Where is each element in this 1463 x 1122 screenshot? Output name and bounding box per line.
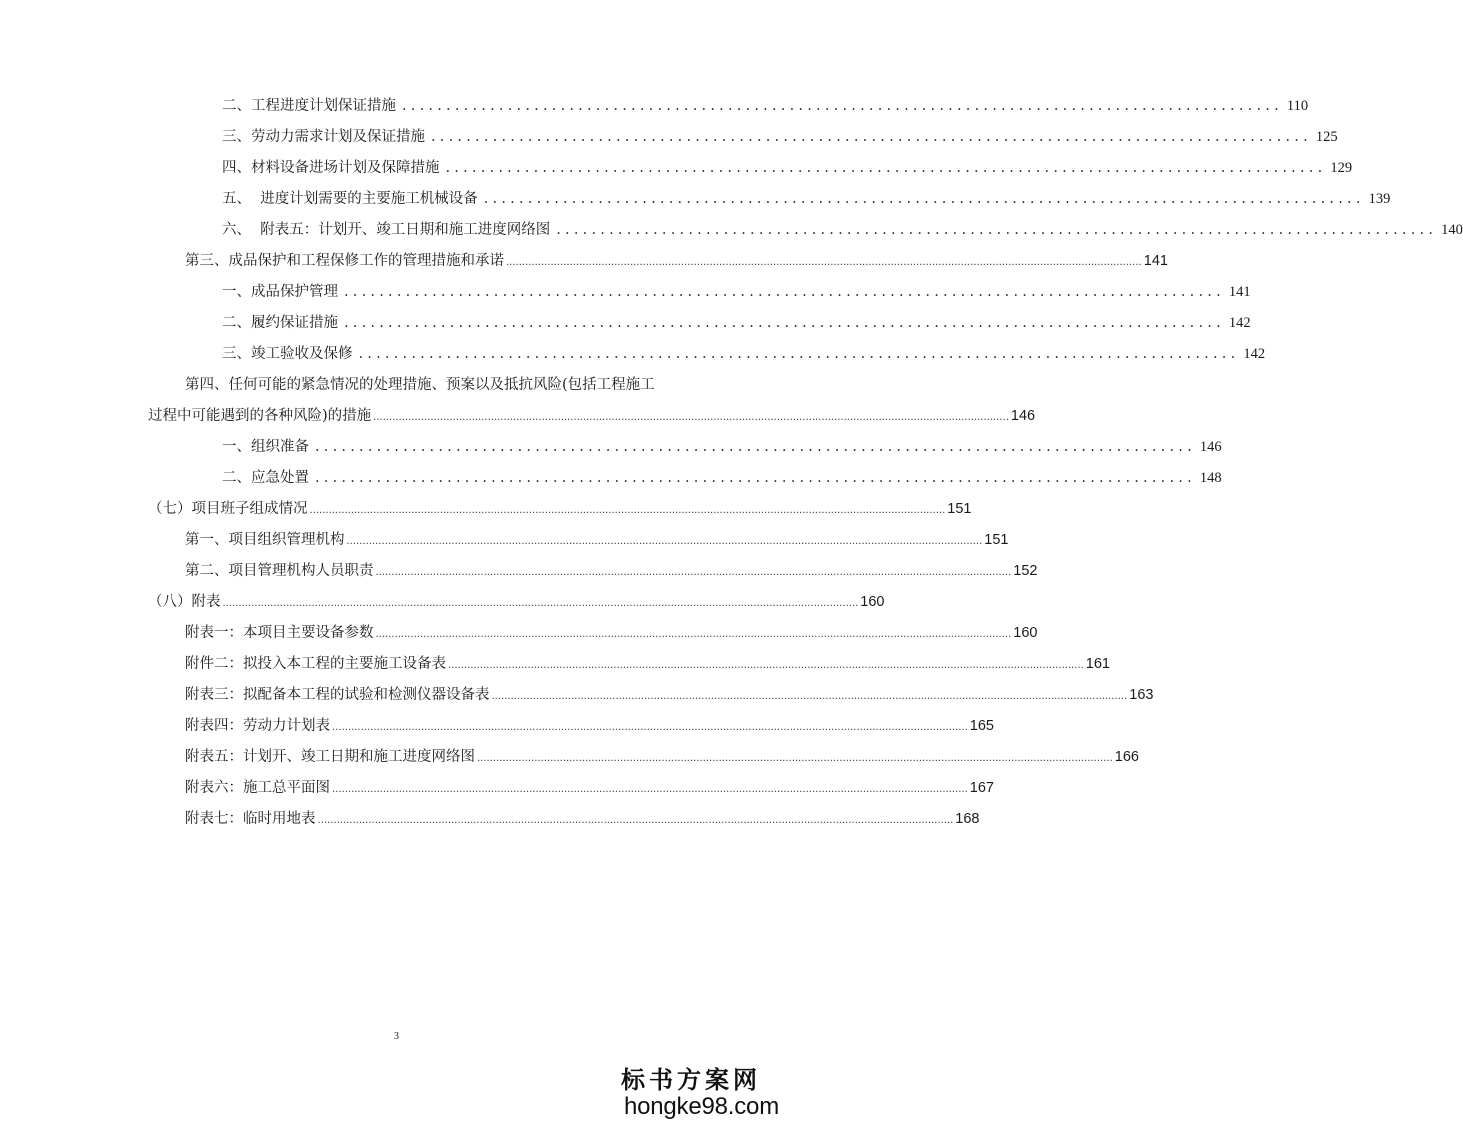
toc-entry[interactable] [222,189,1391,209]
toc-entry-page: 163 [1129,687,1154,703]
toc-leader-dots: ........................................................................................................................................................................................................ [317,815,954,826]
toc-leader-dots: ........................................................................................................................................................................................................ [346,536,983,547]
toc-entry-page: 167 [969,780,994,796]
toc-entry[interactable] [222,220,1463,240]
toc-leader-dots: ........................................................................................................................................................................................................ [332,722,968,733]
toc-leader-dots: ........................................................................................................................................................................................................ [448,660,1084,671]
toc-entry-label: 三、竣工验收及保修 [222,346,353,362]
toc-entry-label: 四、材料设备进场计划及保障措施 [222,160,440,176]
toc-leader-dots: .................................................................................................... [344,284,1225,300]
toc-leader-dots: ........................................................................................................................................................................................................ [375,629,1012,640]
toc-entry[interactable] [222,96,1309,116]
toc-entry-label: 五、 进度计划需要的主要施工机械设备 [222,191,478,207]
toc-entry-label: （七）项目班子组成情况 [148,501,308,517]
toc-entry-label: 附表三：拟配备本工程的试验和检测仪器设备表 [185,687,490,703]
toc-entry-label: （八）附表 [148,594,221,610]
toc-entry[interactable] [185,251,1168,273]
toc-entry-page: 141 [1228,284,1251,300]
toc-entry[interactable] [185,623,1038,645]
toc-entry-label: 一、组织准备 [222,439,309,455]
toc-entry-label: 附表六：施工总平面图 [185,780,330,796]
toc-entry-label: 六、 附表五：计划开、竣工日期和施工进度网络图 [222,222,551,238]
toc-leader-dots: .................................................................................................... [556,222,1438,238]
toc-entry-page: 160 [1013,625,1038,641]
toc-leader-dots: ........................................................................................................................................................................................................ [506,257,1142,268]
toc-leader-dots: ........................................................................................................................................................................................................ [373,412,1009,423]
page-number: 3 [394,1031,399,1042]
toc-entry-label: 一、成品保护管理 [222,284,338,300]
toc-entry[interactable] [222,282,1251,302]
toc-entry-page: 125 [1315,129,1338,145]
toc-entry[interactable] [185,654,1110,676]
toc-leader-dots: .................................................................................................... [344,315,1225,331]
toc-entry[interactable] [185,716,994,738]
toc-entry-page: 146 [1199,439,1222,455]
toc-entry-label: 附件二：拟投入本工程的主要施工设备表 [185,656,446,672]
toc-entry-page: 166 [1114,749,1139,765]
toc-entry-page: 142 [1243,346,1266,362]
toc-entry[interactable] [222,127,1338,147]
watermark-logo [621,1066,779,1120]
toc-entry-label: 三、劳动力需求计划及保证措施 [222,129,425,145]
toc-entry[interactable] [185,530,1009,552]
toc-leader-dots: .................................................................................................... [358,346,1240,362]
toc-entry-page: 110 [1286,98,1309,114]
toc-entry-label: 第一、项目组织管理机构 [185,532,345,548]
toc-entry[interactable] [222,313,1251,333]
toc-entry[interactable] [185,747,1139,769]
toc-entry-page: 148 [1199,470,1222,486]
toc-leader-dots: .................................................................................................... [402,98,1283,114]
toc-entry-label: 二、履约保证措施 [222,315,338,331]
toc-entry-page: 151 [947,501,972,517]
toc-entry[interactable] [185,778,994,800]
toc-entry[interactable] [185,809,980,831]
toc-leader-dots: ........................................................................................................................................................................................................ [332,784,968,795]
toc-entry-wrapped-first-line[interactable]: 第四、任何可能的紧急情况的处理措施、预案以及抵抗风险(包括工程施工 [185,377,655,393]
toc-entry-label: 附表四：劳动力计划表 [185,718,330,734]
toc-entry-page: 146 [1010,408,1036,424]
toc-entry[interactable] [222,437,1222,457]
toc-entry[interactable] [222,158,1353,178]
toc-leader-dots: .................................................................................................... [431,129,1312,145]
toc-leader-dots: ........................................................................................................................................................................................................ [375,567,1012,578]
toc-entry-page: 142 [1228,315,1251,331]
toc-entry-page: 141 [1143,253,1168,269]
watermark-url-text: hongke98.com [623,1093,779,1120]
toc-entry[interactable] [148,499,972,521]
toc-leader-dots: ........................................................................................................................................................................................................ [222,598,859,609]
toc-entry-page: 165 [969,718,994,734]
toc-entry-label: 过程中可能遇到的各种风险)的措施 [148,408,372,424]
toc-entry[interactable] [185,685,1154,707]
toc-entry-label: 第三、成品保护和工程保修工作的管理措施和承诺 [185,253,504,269]
toc-entry-page: 152 [1013,563,1038,579]
toc-leader-dots: ........................................................................................................................................................................................................ [309,505,946,516]
toc-entry-label: 二、工程进度计划保证措施 [222,98,396,114]
toc-entry-label: 附表七：临时用地表 [185,811,316,827]
toc-entry-page: 129 [1330,160,1353,176]
toc-entry[interactable] [222,344,1266,364]
toc-entry-label: 附表一：本项目主要设备参数 [185,625,374,641]
toc-entry-label: 第二、项目管理机构人员职责 [185,563,374,579]
toc-leader-dots: .................................................................................................... [483,191,1365,207]
toc-entry-page: 160 [860,594,885,610]
toc-entry-label: 附表五：计划开、竣工日期和施工进度网络图 [185,749,475,765]
toc-entry[interactable] [148,592,885,614]
toc-entry-page: 161 [1085,656,1110,672]
toc-leader-dots: ........................................................................................................................................................................................................ [491,691,1128,702]
toc-entry-page: 140 [1441,222,1463,238]
toc-leader-dots: .................................................................................................... [315,470,1196,486]
toc-entry-page: 168 [955,811,980,827]
toc-entry[interactable] [185,561,1038,583]
toc-leader-dots: .................................................................................................... [445,160,1327,176]
toc-entry-label: 二、应急处置 [222,470,309,486]
toc-entry[interactable] [222,468,1222,488]
toc-entry[interactable] [148,406,1036,428]
toc-leader-dots: .................................................................................................... [315,439,1196,455]
watermark-chinese-text: 标书方案网 [621,1065,761,1094]
toc-entry-page: 139 [1368,191,1391,207]
toc-leader-dots: ........................................................................................................................................................................................................ [477,753,1113,764]
toc-entry-page: 151 [984,532,1009,548]
